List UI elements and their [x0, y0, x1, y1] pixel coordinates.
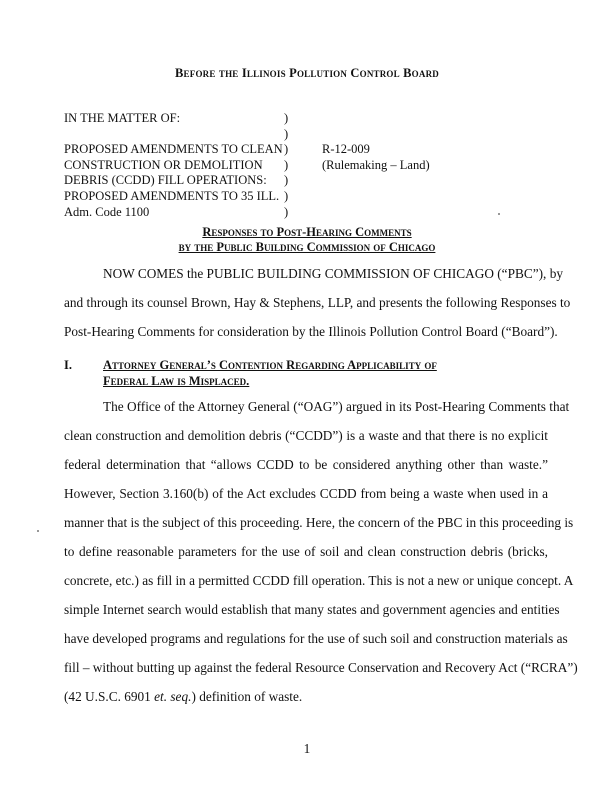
paragraph-line: to define reasonable parameters for the use of soil and clean construction debris (bricks,: [64, 544, 548, 559]
paragraph-last-line-italic: et. seq.: [154, 689, 192, 704]
caption-paren: ): [284, 157, 289, 172]
paragraph-line: concrete, etc.) as fill in a permitted CCDD fill operation. This is not a new or unique concept. A: [64, 573, 574, 588]
intro-line: and through its counsel Brown, Hay & Stephens, LLP, and presents the following Responses to: [64, 295, 571, 310]
scan-speck: [498, 213, 500, 215]
caption-paren: ): [284, 189, 289, 203]
paragraph-line: manner that is the subject of this proceeding. Here, the concern of the PBC in this proceeding is: [64, 515, 574, 530]
caption-matter-line: IN THE MATTER OF:: [64, 111, 181, 125]
caption-paren: ): [284, 173, 289, 188]
case-type: (Rulemaking – Land): [322, 157, 430, 172]
caption-paren: ): [284, 204, 289, 219]
paragraph-last-line-post: ) definition of waste.: [191, 689, 303, 704]
caption-paren: ): [284, 126, 289, 141]
caption-title-line: PROPOSED AMENDMENTS TO 35 ILL.: [64, 189, 280, 203]
section-title-line-2: Federal Law is Misplaced.: [103, 374, 250, 388]
document-heading-line-2: by the Public Building Commission of Chicago: [178, 240, 436, 254]
paragraph-line: federal determination that “allows CCDD to be considered anything other than waste.”: [64, 457, 548, 472]
paragraph-line: However, Section 3.160(b) of the Act excludes CCDD from being a waste when used in a: [64, 486, 548, 501]
intro-line: NOW COMES the PUBLIC BUILDING COMMISSION OF CHICAGO (“PBC”), by: [103, 266, 563, 281]
paragraph-last-line-pre: (42 U.S.C. 6901: [64, 689, 155, 704]
paragraph-first-line: The Office of the Attorney General (“OAG”) argued in its Post-Hearing Comments that: [103, 399, 570, 414]
page-number: 1: [303, 741, 311, 756]
paragraph-line: fill – without butting up against the federal Resource Conservation and Recovery Act (“RCRA”): [64, 660, 578, 675]
caption-title-line: PROPOSED AMENDMENTS TO CLEAN: [64, 142, 283, 157]
section-title-line-1: Attorney General’s Contention Regarding Applicability of: [103, 358, 437, 372]
caption-title-line: CONSTRUCTION OR DEMOLITION: [64, 157, 263, 172]
paragraph-last-line: [64, 689, 302, 705]
caption-title-line: DEBRIS (CCDD) FILL OPERATIONS:: [64, 173, 267, 188]
document-heading-line-1: Responses to Post-Hearing Comments: [202, 225, 412, 239]
case-number: R-12-009: [322, 142, 370, 157]
caption-paren: ): [284, 142, 289, 157]
intro-line: Post-Hearing Comments for consideration by the Illinois Pollution Control Board (“Board”).: [64, 324, 558, 339]
scan-speck: [37, 530, 39, 532]
court-title: Before the Illinois Pollution Control Board: [175, 66, 439, 80]
paragraph-line: have developed programs and regulations for the use of such soil and construction materials as: [64, 631, 568, 646]
caption-title-line: Adm. Code 1100: [64, 204, 150, 219]
caption-paren: ): [284, 111, 289, 125]
paragraph-line: clean construction and demolition debris (“CCDD”) is a waste and that there is no explicit: [64, 428, 548, 443]
paragraph-line: simple Internet search would establish that many states and government agencies and entities: [64, 602, 560, 617]
section-number: I.: [64, 358, 72, 372]
